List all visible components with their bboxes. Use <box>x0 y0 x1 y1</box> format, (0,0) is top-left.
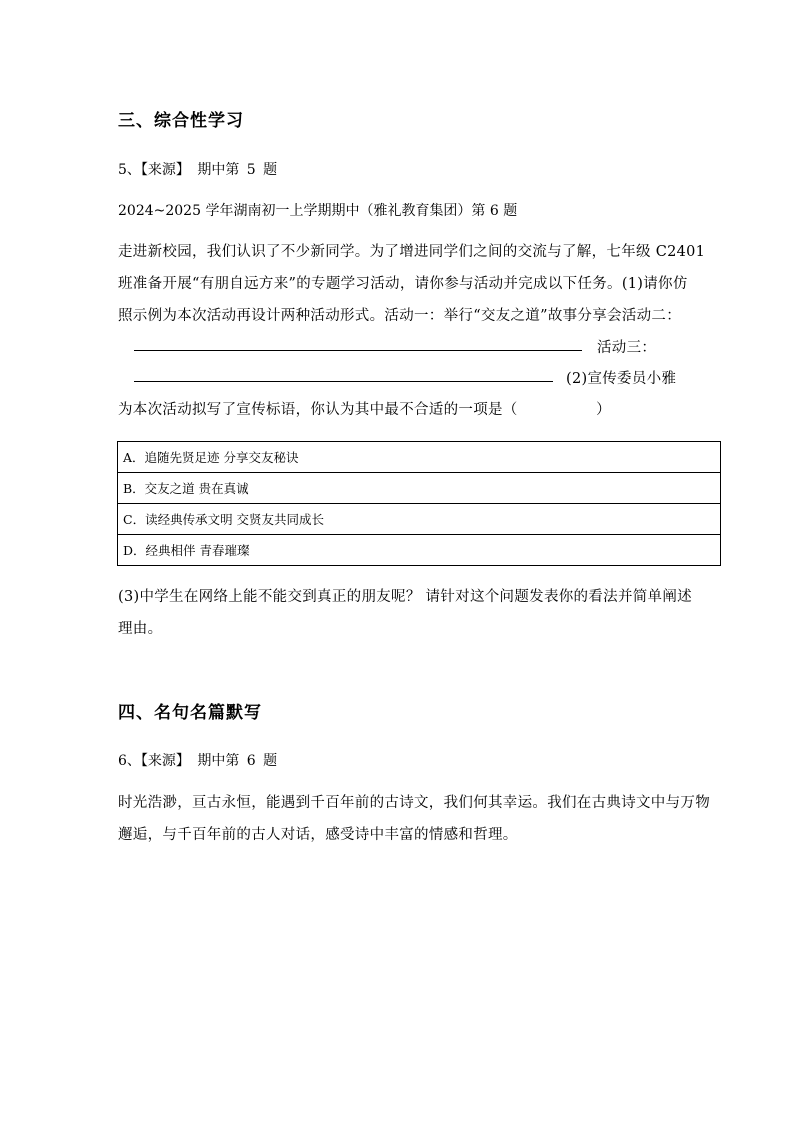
question-5-origin: 2024~2025 学年湖南初一上学期期中（雅礼教育集团）第 6 题 <box>118 203 518 219</box>
question-5-line-3: 照示例为本次活动再设计两种活动形式。活动一：举行“交友之道”故事分享会活动二： <box>118 308 682 324</box>
question-5-part-3-line-1: (3)中学生在网络上能不能交到真正的朋友呢？ 请针对这个问题发表你的看法并简单阐述 <box>118 589 692 605</box>
option-row-b[interactable] <box>118 473 721 504</box>
question-5-line-2: 班准备开展“有朋自远方来”的专题学习活动，请你参与活动并完成以下任务。(1)请你仿 <box>118 276 688 292</box>
section-title-famous-lines-dictation: 四、名句名篇默写 <box>118 703 262 723</box>
question-5-part-2-line: 为本次活动拟写了宣传标语，你认为其中最不合适的一项是（ ） <box>118 402 611 418</box>
option-b[interactable]: B．交友之道 贵在真诚 <box>118 473 721 504</box>
option-d[interactable]: D．经典相伴 青春璀璨 <box>118 535 721 566</box>
question-5-source: 5、【来源】 期中第 5 题 <box>118 162 278 178</box>
section-title-comprehensive-learning: 三、综合性学习 <box>118 111 244 131</box>
option-a[interactable]: A．追随先贤足迹 分享交友秘诀 <box>118 442 721 473</box>
question-6-line-2: 邂逅，与千百年前的古人对话，感受诗中丰富的情感和哲理。 <box>118 827 518 843</box>
question-6-line-1: 时光浩渺，亘古永恒，能遇到千百年前的古诗文，我们何其幸运。我们在古典诗文中与万物 <box>118 795 710 811</box>
option-row-a[interactable] <box>118 442 721 473</box>
question-6-source: 6、【来源】 期中第 6 题 <box>118 753 278 769</box>
options-table <box>117 441 721 566</box>
question-5-line-1: 走进新校园，我们认识了不少新同学。为了增进同学们之间的交流与了解，七年级 C2401 <box>118 244 706 260</box>
question-5-part-3-line-2: 理由。 <box>118 621 163 637</box>
option-c[interactable]: C．读经典传承文明 交贤友共同成长 <box>118 504 721 535</box>
activity-3-answer-blank[interactable] <box>134 381 553 382</box>
question-5-part-2-start: (2)宣传委员小雅 <box>566 371 677 387</box>
option-row-c[interactable] <box>118 504 721 535</box>
activity-3-label: 活动三： <box>597 340 657 356</box>
activity-2-answer-blank[interactable] <box>134 350 582 351</box>
option-row-d[interactable] <box>118 535 721 566</box>
